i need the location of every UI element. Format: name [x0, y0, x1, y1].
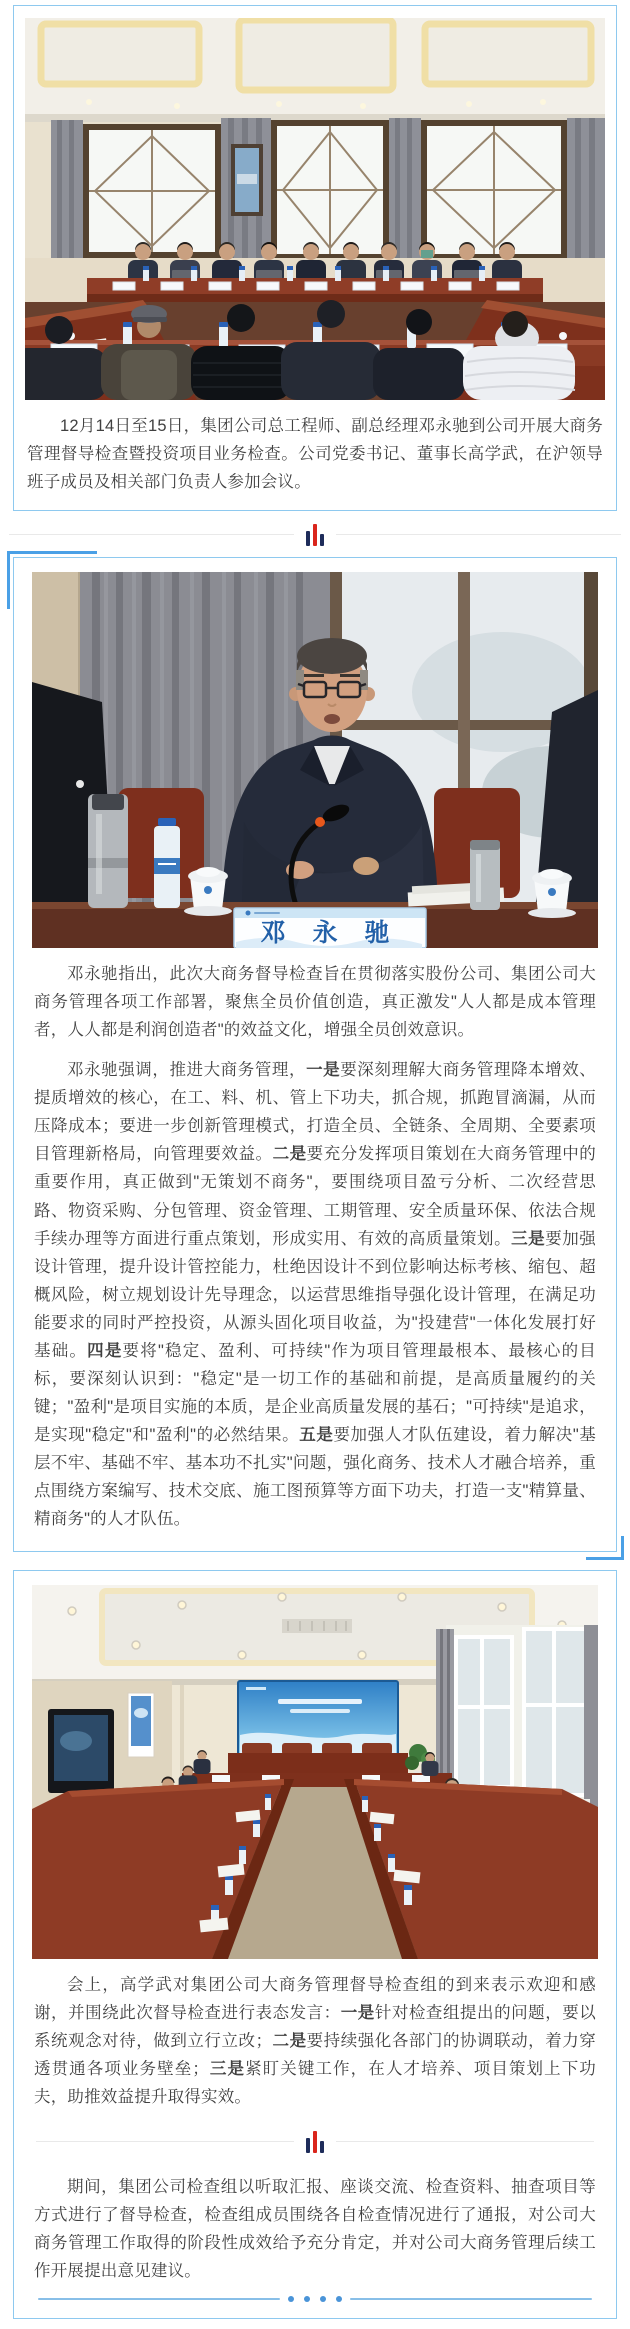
bar-chart-divider-icon — [306, 2129, 324, 2153]
inspection-meeting-illustration — [32, 1585, 598, 1959]
divider-line-right — [336, 2141, 594, 2142]
dots-line-left — [38, 2298, 280, 2300]
photo-meeting-overview[interactable] — [25, 18, 605, 400]
corner-bracket-bottom-right-icon — [586, 1536, 624, 1560]
remarks-paragraph-1: 邓永驰指出，此次大商务督导检查旨在贯彻落实股份公司、集团公司大商务管理各项工作部署，聚焦全员价值创造，真正激发"人人都是成本管理者，人人都是利润创造者"的效益文化，增强全员创效意识。 — [34, 965, 596, 1040]
dots-line-right — [350, 2298, 592, 2300]
bar-chart-divider-icon — [306, 522, 324, 546]
divider-line-left — [36, 2141, 294, 2142]
divider-line-left — [9, 534, 294, 535]
intro-paragraph: 12月14日至15日，集团公司总工程师、副总经理邓永驰到公司开展大商务管理督导检查暨投资项目业务检查。公司党委书记、董事长高学武，在沪领导班子成员及相关部门负责人参加会议。 — [27, 417, 603, 492]
summary-paragraph: 期间，集团公司检查组以听取汇报、座谈交流、检查资料、抽查项目等方式进行了督导检查，检查组成员围绕各自检查情况进行了通报，对公司大商务管理工作取得的阶段性成效给予充分肯定，并对公司大商务管理后续工作开展提出意见建议。 — [34, 2178, 596, 2281]
response-paragraph: 会上，高学武对集团公司大商务管理督导检查组的到来表示欢迎和感谢，并围绕此次督导检查进行表态发言：一是针对检查组提出的问题，要以系统观念对待，做到立行立改；二是要持续强化各部门的协调联动，着力穿透贯通各项业务壁垒；三是紧盯关键工作，在人才培养、项目策划上下功夫，助推效益提升取得实效。 — [34, 1976, 597, 2107]
inner-divider — [36, 2121, 594, 2161]
divider-line-right — [336, 534, 621, 535]
remarks-paragraph-2: 邓永驰强调，推进大商务管理，一是要深刻理解大商务管理降本增效、提质增效的核心，在工、料、机、管上下功夫，抓合规，抓跑冒滴漏，从而压降成本；要进一步创新管理模式，打造全员、全链条、全周期、全要素项目管理新格局，向管理要效益。二是要充分发挥项目策划在大商务管理中的重要作用，真正做到"无策划不商务"，要围绕项目盈亏分析、二次经营思路、物资采购、分包管理、资金管理、工期管理、安全质量环保、依法合规手续办理等方面进行重点策划，形成实用、有效的高质量策划。三是要加强设计管理，提升设计管控能力，杜绝因设计不到位影响达标考核、缩包、超概风险，树立规划设计先导理念，以运营思维指导强化设计管理，在满足功能要求的同时严控投资，从源头固化项目收益，为"投建营"一体化发展打好基础。四是要将"稳定、盈利、可持续"作为项目管理最根本、最核心的目标，要深刻认识到："稳定"是一切工作的基础和前提，是高质量履约的关键；"盈利"是项目实施的本质，是企业高质量发展的基石；"可持续"是追求，是实现"稳定"和"盈利"的必然结果。五是要加强人才队伍建设，着力解决"基层不牢、基础不牢、基本功不扎实"问题，强化商务、技术人才融合培养，重点围绕方案编写、技术交底、施工图预算等方面下功夫，打造一支"精算量、精商务"的人才队伍。 — [34, 1061, 596, 1529]
section-response — [13, 1570, 617, 2318]
four-dots-icon — [288, 2296, 342, 2302]
photo-inspection-meeting[interactable] — [32, 1585, 598, 1959]
meeting-overview-illustration — [25, 18, 605, 400]
section-deng-remarks — [13, 557, 617, 1552]
deng-speaking-illustration — [32, 572, 598, 948]
name-plate-text: 邓 永 驰 — [260, 919, 400, 948]
photo-deng-yongchi-speaking[interactable] — [32, 572, 598, 948]
section-intro — [13, 5, 617, 511]
dots-end-divider — [38, 2296, 592, 2302]
section-divider — [9, 511, 621, 557]
